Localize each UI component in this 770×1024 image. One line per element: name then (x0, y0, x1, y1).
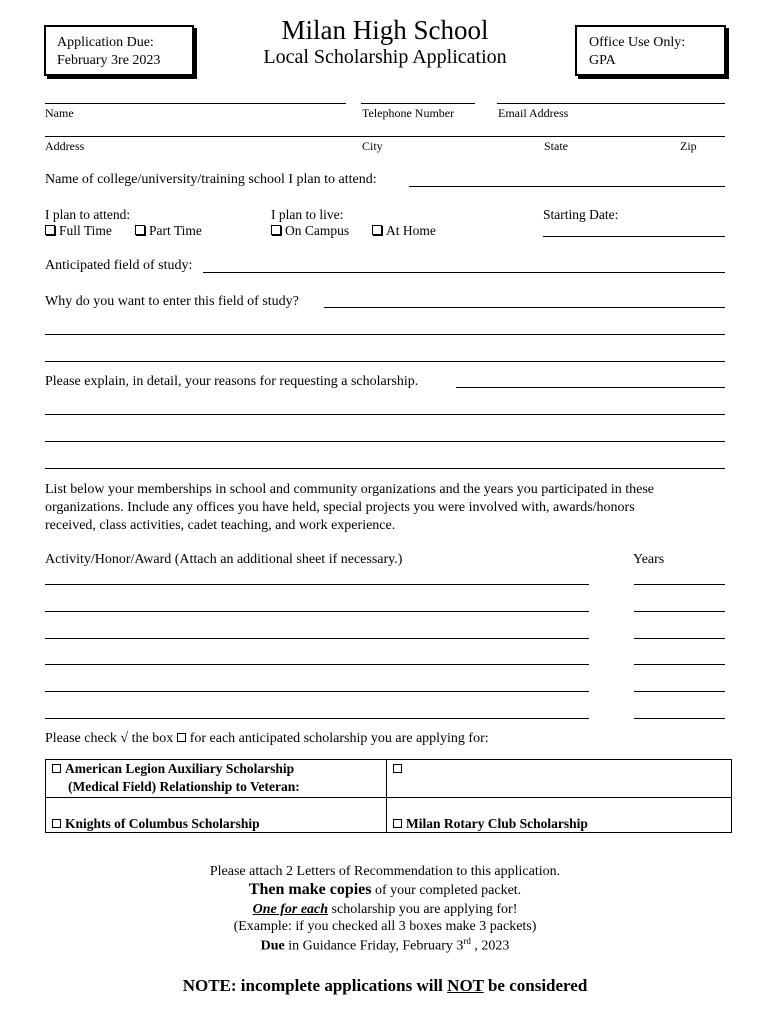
activity-line[interactable] (45, 584, 589, 585)
name-label: Name (45, 106, 74, 120)
full-time-label: Full Time (59, 223, 112, 238)
years-line[interactable] (634, 664, 725, 665)
school-name: Milan High School (281, 15, 489, 45)
why-line-1[interactable] (324, 307, 725, 308)
start-date-field[interactable] (543, 236, 725, 237)
memberships-line-2: organizations. Include any offices you have held, special projects you were involved with, awards/honors (45, 500, 635, 515)
example-note: (Example: if you checked all 3 boxes make 3 packets) (233, 919, 537, 934)
memberships-line-3: received, class activities, cadet teaching, and work experience. (45, 518, 396, 533)
legion-label-2: (Medical Field) Relationship to Veteran: (68, 779, 300, 794)
activity-line[interactable] (45, 638, 589, 639)
on-campus-label: On Campus (285, 223, 350, 238)
one-for-each-note (0, 902, 770, 918)
one-rest: scholarship you are applying for! (328, 902, 518, 917)
activity-line[interactable] (45, 664, 589, 665)
activity-line[interactable] (45, 611, 589, 612)
application-due-box (44, 25, 194, 76)
years-line[interactable] (634, 691, 725, 692)
due-label: Application Due: (57, 35, 154, 50)
years-line[interactable] (634, 718, 725, 719)
legion-label-1: American Legion Auxiliary Scholarship (65, 761, 295, 776)
field-prompt: Anticipated field of study: (45, 258, 193, 273)
field-of-study-field[interactable] (203, 272, 725, 273)
knights-cell[interactable] (46, 798, 387, 833)
years-line[interactable] (634, 611, 725, 612)
incomplete-note (0, 976, 770, 996)
part-time-option[interactable] (135, 223, 202, 239)
at-home-option[interactable] (372, 223, 436, 239)
office-label: Office Use Only: (589, 35, 686, 50)
attend-label: I plan to attend: (45, 207, 131, 222)
knights-checkbox[interactable] (52, 819, 61, 828)
rotary-cell[interactable] (387, 798, 732, 833)
on-campus-checkbox[interactable] (271, 225, 281, 235)
why-prompt: Why do you want to enter this field of study? (45, 294, 299, 309)
due-date: February 3re 2023 (57, 53, 161, 68)
telephone-label: Telephone Number (362, 106, 455, 120)
zip-label: Zip (680, 139, 697, 153)
part-time-checkbox[interactable] (135, 225, 145, 235)
due-sup: rd (463, 936, 471, 946)
activity-line[interactable] (45, 718, 589, 719)
rotary-checkbox[interactable] (393, 819, 402, 828)
full-time-option[interactable] (45, 223, 112, 239)
due-note (0, 936, 770, 955)
full-time-checkbox[interactable] (45, 225, 55, 235)
explain-line-4[interactable] (45, 468, 725, 469)
due-bold: Due (260, 938, 285, 954)
address-label: Address (45, 139, 85, 153)
years-header: Years (633, 552, 665, 567)
example-box-icon (177, 733, 186, 742)
explain-prompt: Please explain, in detail, your reasons for requesting a scholarship. (45, 374, 419, 389)
activity-line[interactable] (45, 691, 589, 692)
why-line-3[interactable] (45, 361, 725, 362)
check-prompt-after: for each anticipated scholarship you are applying for: (189, 731, 489, 746)
one-for-each: One for each (252, 902, 329, 917)
due-year: , 2023 (470, 938, 510, 954)
legion-checkbox[interactable] (52, 764, 61, 773)
rotary-label: Milan Rotary Club Scholarship (406, 816, 588, 831)
email-field[interactable] (497, 103, 725, 104)
telephone-field[interactable] (361, 103, 475, 104)
college-prompt: Name of college/university/training school I plan to attend: (45, 172, 377, 187)
address-field[interactable] (45, 136, 725, 137)
legion-cell[interactable] (46, 760, 387, 798)
city-label: City (362, 139, 383, 153)
knights-label: Knights of Columbus Scholarship (65, 816, 260, 831)
memberships-instructions (45, 481, 735, 535)
copies-note (0, 881, 770, 899)
check-prompt (45, 731, 489, 747)
college-field[interactable] (409, 186, 725, 187)
office-gpa: GPA (589, 53, 616, 68)
form-title: Local Scholarship Application (263, 46, 507, 68)
explain-line-1[interactable] (456, 387, 725, 388)
years-line[interactable] (634, 638, 725, 639)
on-campus-option[interactable] (271, 223, 349, 239)
blank-scholarship-checkbox[interactable] (393, 764, 402, 773)
note-not: NOT (447, 976, 484, 995)
blank-scholarship-cell[interactable] (387, 760, 732, 798)
copies-bold: Then make copies (248, 881, 372, 898)
at-home-checkbox[interactable] (372, 225, 382, 235)
email-label: Email Address (498, 106, 569, 120)
office-use-box (575, 25, 726, 76)
note-before: NOTE: incomplete applications will (182, 976, 448, 995)
letters-note: Please attach 2 Letters of Recommendation to this application. (209, 864, 561, 879)
start-label: Starting Date: (543, 207, 619, 222)
due-rest: in Guidance Friday, February 3 (284, 938, 464, 954)
live-label: I plan to live: (271, 207, 344, 222)
years-line[interactable] (634, 584, 725, 585)
scholarship-table (45, 759, 732, 833)
activity-header: Activity/Honor/Award (Attach an additional sheet if necessary.) (45, 552, 403, 567)
memberships-line-1: List below your memberships in school and community organizations and the years you participated in these (45, 482, 654, 497)
part-time-label: Part Time (149, 223, 202, 238)
check-prompt-before: Please check √ the box (45, 731, 174, 746)
name-field[interactable] (45, 103, 346, 104)
at-home-label: At Home (386, 223, 436, 238)
copies-rest: of your completed packet. (371, 883, 522, 898)
explain-line-2[interactable] (45, 414, 725, 415)
why-line-2[interactable] (45, 334, 725, 335)
explain-line-3[interactable] (45, 441, 725, 442)
note-after: be considered (483, 976, 588, 995)
state-label: State (544, 139, 568, 153)
